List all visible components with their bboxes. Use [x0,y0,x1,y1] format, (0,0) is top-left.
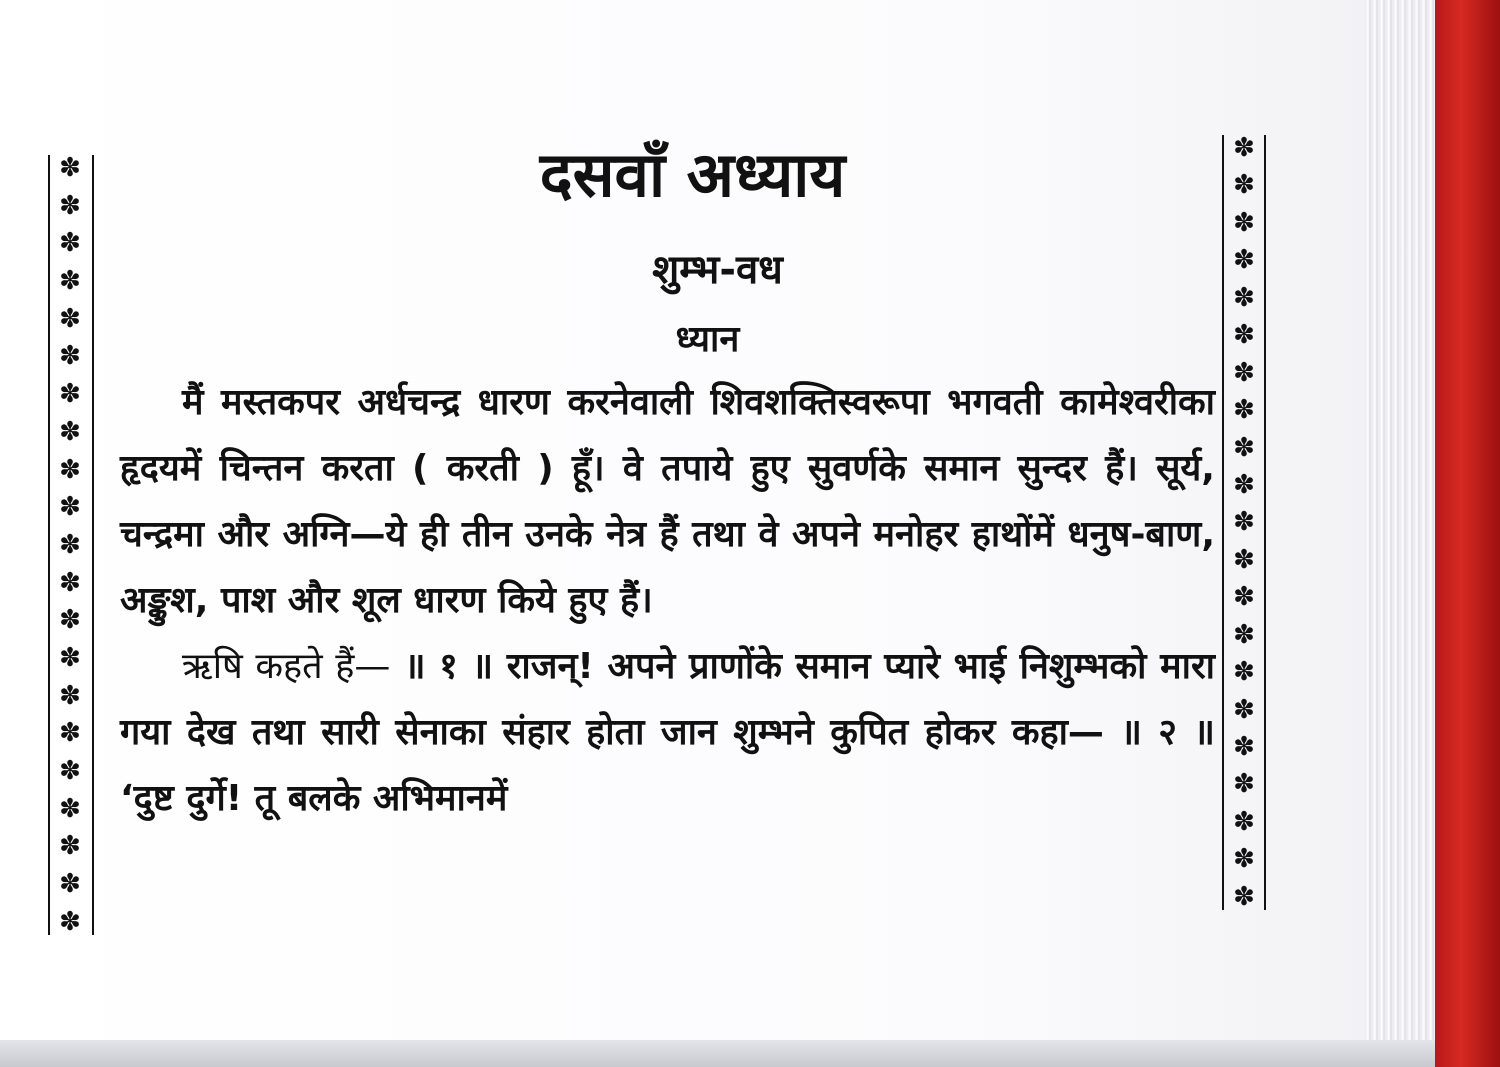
flower-star-icon: ✽ [1233,507,1255,538]
flower-star-icon: ✽ [1233,657,1255,688]
flower-star-icon: ✽ [1233,881,1255,912]
flower-star-icon: ✽ [1233,469,1255,500]
flower-star-icon: ✽ [1233,432,1255,463]
left-ornamental-border [48,155,88,935]
page-edges [1365,0,1435,1067]
flower-star-icon: ✽ [59,831,81,862]
flower-star-icon: ✽ [59,303,81,334]
left-border-rule [92,155,94,935]
flower-star-icon: ✽ [59,869,81,900]
page-content [120,130,1215,832]
right-border-rule [1264,135,1266,910]
chapter-subtitle: शुम्भ-वध [652,247,783,293]
flower-star-icon: ✽ [1233,732,1255,762]
right-star-column [1224,135,1264,910]
flower-star-icon: ✽ [59,341,81,372]
flower-star-icon: ✽ [1233,544,1255,575]
flower-star-icon: ✽ [59,416,81,447]
speaker-label: ऋषि कहते हैं— [182,646,391,687]
rishi-text: ॥ १ ॥ राजन्! अपने प्राणोंके समान प्यारे भाई निशुम्भको मारा गया देख तथा सारी सेनाका संहार होता जान शुम्भने कुपित होकर कहा— ॥ २ ॥ ‘दुष्ट दुर्गे! तू बलके अभिमानमें [120,646,1215,819]
flower-star-icon: ✽ [1233,806,1255,837]
flower-star-icon: ✽ [59,379,81,410]
flower-star-icon: ✽ [1233,133,1255,163]
flower-star-icon: ✽ [59,228,81,259]
flower-star-icon: ✽ [59,756,81,786]
flower-star-icon: ✽ [59,492,81,523]
flower-star-icon: ✽ [59,906,81,937]
rishi-paragraph [120,634,1215,832]
flower-star-icon: ✽ [1233,320,1255,351]
dhyana-paragraph: मैं मस्तकपर अर्धचन्द्र धारण करनेवाली शिवशक्तिस्वरूपा भगवती कामेश्वरीका हृदयमें चिन्तन करता ( करती ) हूँ। वे तपाये हुए सुवर्णके समान सुन्दर हैं। सूर्य, चन्द्रमा और अग्नि—ये ही तीन उनके नेत्र हैं तथा वे अपने मनोहर हाथोंमें धनुष-बाण, अङ्कुश, पाश और शूल धारण किये हुए हैं। [120,382,1215,621]
flower-star-icon: ✽ [59,642,81,673]
flower-star-icon: ✽ [59,529,81,560]
flower-star-icon: ✽ [59,718,81,749]
flower-star-icon: ✽ [1233,207,1255,238]
flower-star-icon: ✽ [1233,245,1255,276]
flower-star-icon: ✽ [59,266,81,297]
flower-star-icon: ✽ [1233,769,1255,800]
flower-star-icon: ✽ [1233,282,1255,313]
chapter-title: दसवाँ अध्याय [539,138,846,211]
page-bottom-shadow [0,1040,1435,1067]
flower-star-icon: ✽ [59,567,81,598]
flower-star-icon: ✽ [1233,357,1255,388]
flower-star-icon: ✽ [1233,619,1255,650]
flower-star-icon: ✽ [1233,170,1255,201]
flower-star-icon: ✽ [59,454,81,485]
flower-star-icon: ✽ [59,793,81,824]
flower-star-icon: ✽ [1233,844,1255,875]
left-star-column [50,155,90,935]
right-ornamental-border [1222,135,1262,910]
section-heading: ध्यान [675,319,740,360]
flower-star-icon: ✽ [59,190,81,221]
flower-star-icon: ✽ [1233,582,1255,613]
flower-star-icon: ✽ [59,680,81,711]
flower-star-icon: ✽ [59,153,81,183]
flower-star-icon: ✽ [1233,694,1255,725]
book-cover-edge [1435,0,1500,1067]
flower-star-icon: ✽ [59,605,81,636]
flower-star-icon: ✽ [1233,395,1255,426]
